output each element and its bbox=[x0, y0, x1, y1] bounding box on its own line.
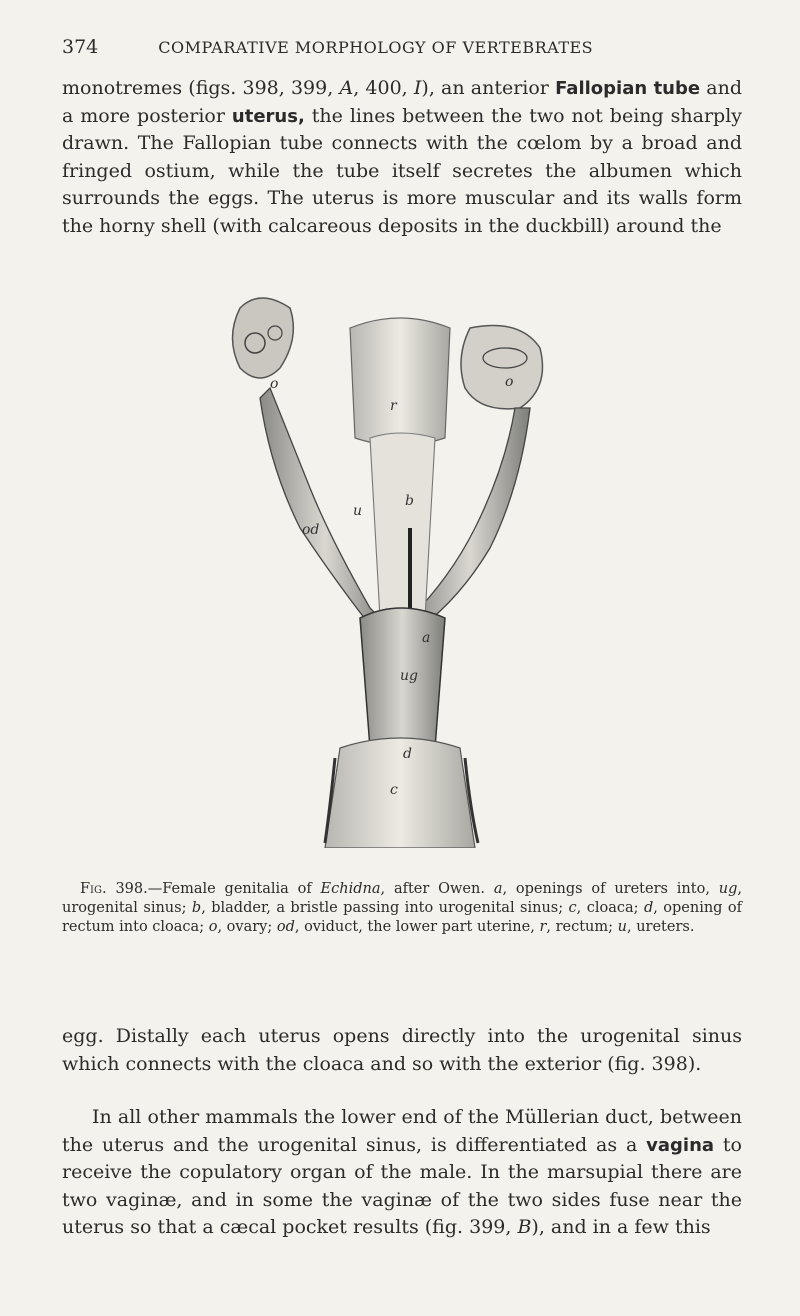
paragraph-3 bbox=[62, 1104, 742, 1242]
italic-run: A bbox=[339, 77, 354, 99]
bold-term-uterus: uterus, bbox=[231, 105, 305, 127]
page-number: 374 bbox=[62, 36, 99, 58]
text-run: monotremes (figs. 398, 399, bbox=[62, 77, 340, 99]
text-run: , oviduct, the lower part uterine, bbox=[294, 919, 540, 935]
figure-398-illustration bbox=[220, 288, 580, 848]
italic-run: od bbox=[276, 919, 295, 935]
text-run: and a more posterior bbox=[62, 77, 742, 127]
bladder-shape bbox=[370, 433, 435, 623]
italic-run: ug bbox=[718, 881, 738, 897]
italic-run: d bbox=[643, 900, 654, 916]
text-run: , opening of rectum into cloaca; bbox=[62, 900, 742, 935]
italic-run: c bbox=[568, 900, 577, 916]
anatomy-drawing bbox=[220, 288, 580, 848]
text-run: the lines between the two not being sharply drawn. The Fallopian tube connects with the cœlom by a broad and fringed ostium, while the tube itself secretes the albumen which surrounds the eggs. The uterus is more muscular and its walls form the horny shell (with calcareous deposits in the duckbill) around the bbox=[62, 104, 742, 237]
label-a: a bbox=[422, 630, 431, 646]
text-run: ), an anterior bbox=[421, 77, 556, 99]
text-run: , cloaca; bbox=[576, 900, 644, 916]
caption-fig-number: Fig. 398. bbox=[80, 881, 148, 897]
cloaca-shape bbox=[325, 738, 475, 848]
paragraph-2: egg. Distally each uterus opens directly into the urogenital sinus which connects with the cloaca and so with the exterior (fig. 398). bbox=[62, 1025, 742, 1075]
right-ovary-shape bbox=[461, 326, 543, 409]
paragraph-1 bbox=[62, 75, 742, 241]
rectum-shape bbox=[350, 318, 450, 446]
label-d: d bbox=[403, 746, 412, 762]
label-r: r bbox=[390, 398, 397, 414]
page-header bbox=[62, 36, 742, 58]
text-run: , urogenital sinus; bbox=[62, 881, 742, 916]
bold-term-vagina: vagina bbox=[646, 1134, 715, 1156]
italic-run: b bbox=[191, 900, 202, 916]
bold-term-fallopian-tube: Fallopian tube bbox=[555, 78, 701, 99]
text-run: —Female genitalia of bbox=[147, 881, 321, 897]
text-run: , ovary; bbox=[217, 919, 277, 935]
label-b: b bbox=[405, 493, 414, 509]
label-o-left: o bbox=[270, 376, 279, 392]
species-name: Echidna bbox=[320, 881, 381, 897]
italic-run: u bbox=[617, 919, 627, 935]
text-run: , openings of ureters into, bbox=[502, 881, 719, 897]
label-od: od bbox=[302, 522, 320, 538]
text-run: , 400, bbox=[353, 77, 414, 99]
label-u: u bbox=[353, 503, 363, 519]
text-run: , after Owen. bbox=[380, 881, 494, 897]
text-run: to receive the copulatory organ of the male. In the marsupial there are two vaginæ, and in some the vaginæ of the two sides fuse near the uterus so that a cæcal pocket results (fig. 399, bbox=[62, 1133, 742, 1239]
text-run: In all other mammals the lower end of the Müllerian duct, between the uterus and the urogenital sinus, is differentiated as a bbox=[62, 1106, 742, 1156]
text-run: , bladder, a bristle passing into urogenital sinus; bbox=[201, 900, 569, 916]
running-title: COMPARATIVE MORPHOLOGY OF VERTEBRATES bbox=[158, 38, 594, 57]
label-c: c bbox=[390, 782, 398, 798]
italic-run: o bbox=[208, 919, 218, 935]
italic-run: I bbox=[413, 77, 422, 99]
italic-run: r bbox=[539, 919, 547, 935]
text-run: , ureters. bbox=[626, 919, 695, 935]
text-run: , rectum; bbox=[546, 919, 618, 935]
label-o-right: o bbox=[505, 374, 514, 390]
italic-run: a bbox=[493, 881, 503, 897]
text-run: ), and in a few this bbox=[531, 1216, 711, 1239]
figure-caption bbox=[62, 880, 742, 937]
italic-run: B bbox=[517, 1216, 532, 1239]
label-ug: ug bbox=[400, 668, 418, 684]
